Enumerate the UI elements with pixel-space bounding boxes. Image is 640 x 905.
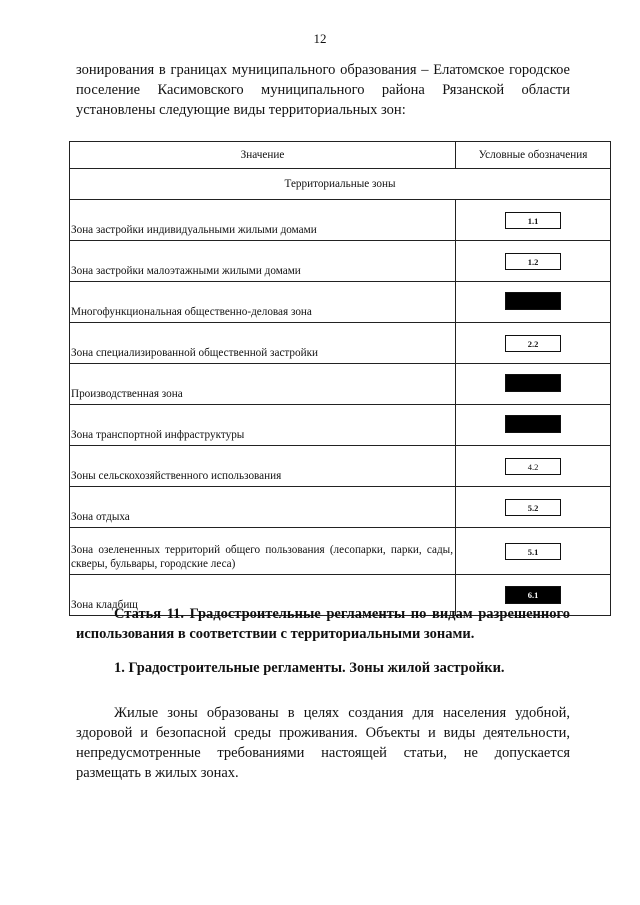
legend-symbol: 1.2 [505, 253, 561, 270]
table-row [70, 487, 611, 528]
table-row [70, 282, 611, 323]
table-row [70, 405, 611, 446]
legend-symbol: 1.1 [505, 212, 561, 229]
zone-name: Зона озелененных территорий общего пользования (лесопарки, парки, сады, скверы, бульвары, городские леса) [70, 528, 456, 575]
zone-name: Зона застройки малоэтажными жилыми домами [70, 241, 456, 282]
zone-name: Зона специализированной общественной застройки [70, 323, 456, 364]
table-section-row [70, 169, 611, 200]
zone-name: Зоны сельскохозяйственного использования [70, 446, 456, 487]
table-row [70, 323, 611, 364]
body-paragraph: Жилые зоны образованы в целях создания для населения удобной, здоровой и безопасной среды проживания. Объекты и виды деятельности, непредусмотренные требованиями настоящей статьи, не допускается размещать в жилых зонах. [76, 705, 570, 781]
table-header-row [70, 142, 611, 169]
zone-name: Производственная зона [70, 364, 456, 405]
article-heading: Статья 11. Градостроительные регламенты по видам разрешенного использования в соответствии с территориальными зонами. [76, 606, 570, 642]
zone-name: Зона отдыха [70, 487, 456, 528]
table-row [70, 528, 611, 575]
header-symbol: Условные обозначения [456, 142, 611, 169]
table-row [70, 200, 611, 241]
table-row [70, 241, 611, 282]
legend-symbol: 5.2 [505, 499, 561, 516]
legend-symbol [505, 415, 561, 433]
zone-name: Зона застройки индивидуальными жилыми домами [70, 200, 456, 241]
table-row [70, 364, 611, 405]
zone-name: Зона транспортной инфраструктуры [70, 405, 456, 446]
legend-symbol [505, 292, 561, 310]
page-number: 12 [313, 31, 327, 46]
zone-name: Многофункциональная общественно-деловая зона [70, 282, 456, 323]
legend-symbol: 2.2 [505, 335, 561, 352]
legend-symbol: 6.1 [505, 586, 561, 604]
legend-symbol [505, 374, 561, 392]
intro-paragraph: зонирования в границах муниципального образования – Елатомское городское поселение Касимовского муниципального района Рязанской области установлены следующие виды территориальных зон: [76, 62, 570, 118]
zones-table [69, 141, 611, 616]
table-row [70, 446, 611, 487]
header-name: Значение [70, 142, 456, 169]
zone-name: Зона кладбищ [70, 575, 456, 616]
legend-symbol: 5.1 [505, 543, 561, 560]
section-title: Территориальные зоны [70, 169, 611, 200]
section-subheading: 1. Градостроительные регламенты. Зоны жилой застройки. [114, 660, 505, 676]
legend-symbol: 4.2 [505, 458, 561, 475]
